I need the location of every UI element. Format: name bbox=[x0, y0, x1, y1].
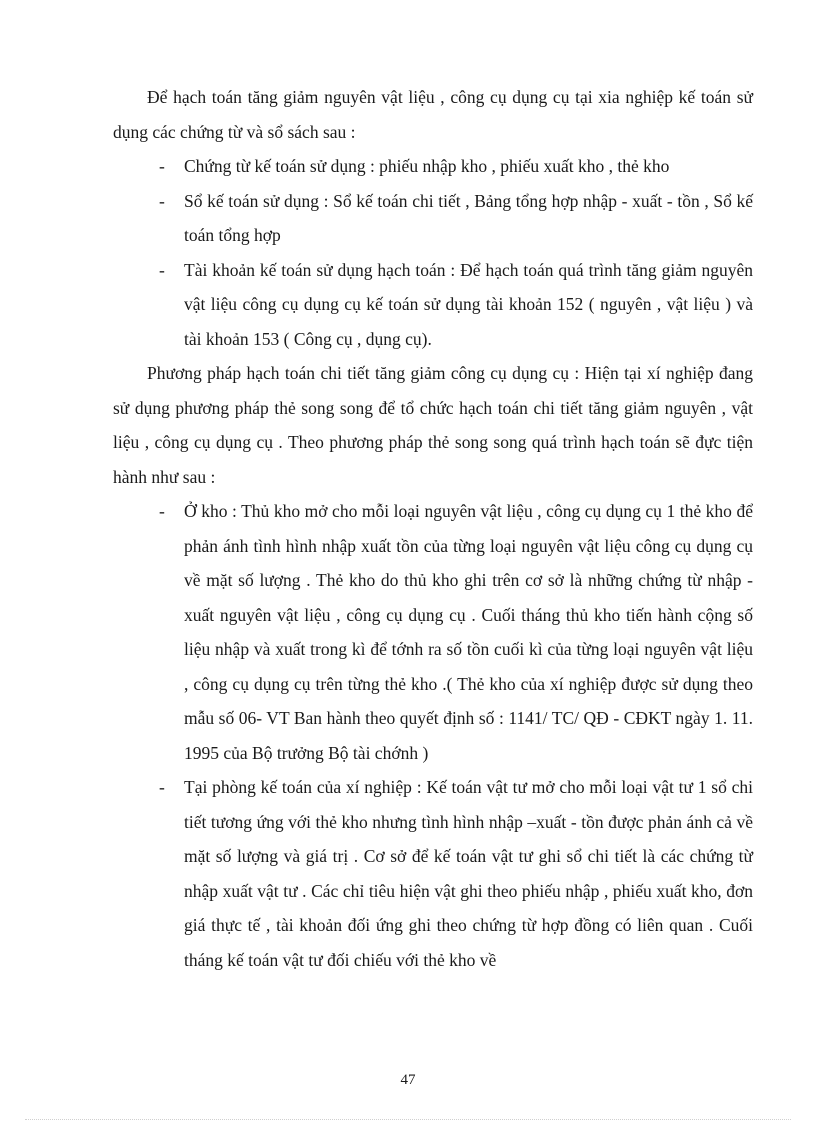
list-item-text: Sổ kế toán sử dụng : Sổ kế toán chi tiết , Bảng tổng hợp nhập - xuất - tồn , Sổ kế toán tổng hợp bbox=[184, 190, 753, 245]
list-item bbox=[113, 770, 753, 977]
bullet-dash: - bbox=[159, 259, 165, 280]
page-bottom-divider bbox=[25, 1119, 791, 1120]
page-number: 47 bbox=[400, 1072, 416, 1088]
list-item bbox=[113, 253, 753, 357]
list-item-text: Ở kho : Thủ kho mở cho mỗi loại nguyên vật liệu , công cụ dụng cụ 1 thẻ kho để phản ánh tình hình nhập xuất tồn của từng loại nguyên vật liệu công cụ dụng cụ về mặt số lượng . Thẻ kho do thủ kho ghi trên cơ sở là những chứng từ nhập - xuất nguyên vật liệu , công cụ dụng cụ . Cuối tháng thủ kho tiến hành cộng số liệu nhập và xuất trong kì để tớnh ra số tồn cuối kì của từng loại nguyên vật liệu , công cụ dụng cụ trên từng thẻ kho .( Thẻ kho của xí nghiệp được sử dụng theo mẫu số 06- VT Ban hành theo quyết định số : 1141/ TC/ QĐ - CĐKT ngày 1. 11. 1995 của Bộ trưởng Bộ tài chớnh ) bbox=[184, 501, 753, 763]
bullet-dash: - bbox=[159, 501, 165, 521]
bullet-dash: - bbox=[159, 190, 165, 211]
list-item-text: Tại phòng kế toán của xí nghiệp : Kế toán vật tư mở cho mỗi loại vật tư 1 sổ chi tiết tương ứng với thẻ kho nhưng tình hình nhập –xuất - tồn được phản ánh cả về mặt số lượng và giá trị . Cơ sở để kế toán vật tư ghi sổ chi tiết là các chứng từ nhập xuất vật tư . Các chỉ tiêu hiện vật ghi theo phiếu nhập , phiếu xuất kho, đơn giá thực tế , tài khoản đối ứng ghi theo chứng từ hợp đồng có liên quan . Cuối tháng kế toán vật tư đối chiếu với thẻ kho về bbox=[184, 777, 753, 970]
paragraph-method: Phương pháp hạch toán chi tiết tăng giảm công cụ dụng cụ : Hiện tại xí nghiệp đang sử dụng phương pháp thẻ song song để tổ chức hạch toán chi tiết tăng giảm nguyên , vật liệu , công cụ dụng cụ . Theo phương pháp thẻ song song quá trình hạch toán sẽ đực tiện hành như sau : bbox=[113, 363, 753, 487]
bullet-dash: - bbox=[159, 777, 165, 797]
list-item bbox=[113, 494, 753, 770]
list-item bbox=[113, 149, 753, 184]
bullet-dash: - bbox=[159, 156, 165, 176]
list-item-text: Chứng từ kế toán sử dụng : phiếu nhập kho , phiếu xuất kho , thẻ kho bbox=[184, 156, 670, 176]
paragraph-intro: Để hạch toán tăng giảm nguyên vật liệu , công cụ dụng cụ tại xia nghiệp kế toán sử dụng các chứng từ và sổ sách sau : bbox=[113, 87, 753, 142]
list-item-text: Tài khoản kế toán sử dụng hạch toán : Để hạch toán quá trình tăng giảm nguyên vật liệu công cụ dụng cụ kế toán sử dụng tài khoản 152 ( nguyên , vật liệu ) và tài khoản 153 ( Công cụ , dụng cụ). bbox=[184, 259, 753, 349]
list-item bbox=[113, 184, 753, 253]
page-body bbox=[113, 80, 753, 977]
